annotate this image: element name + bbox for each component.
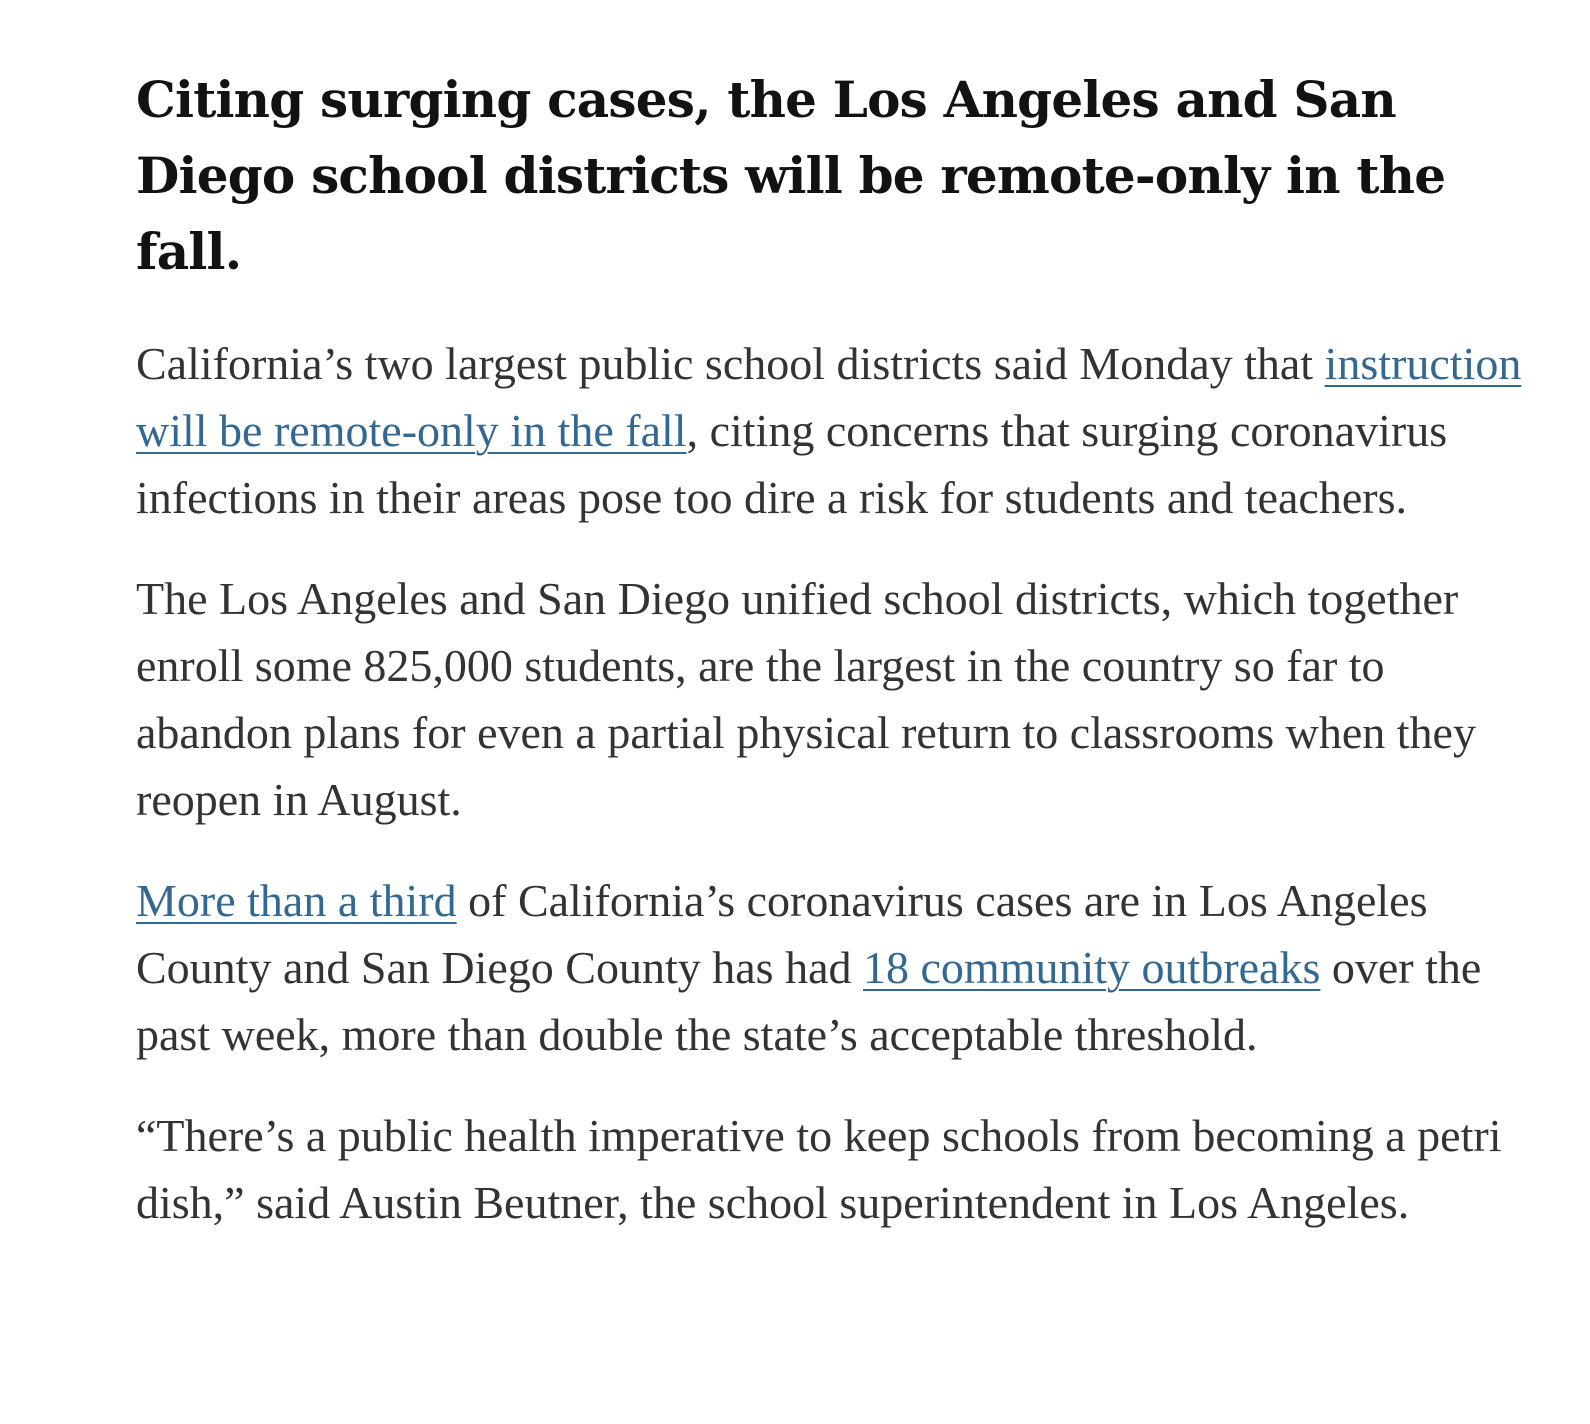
community-outbreaks-link[interactable]: 18 community outbreaks <box>863 942 1321 993</box>
paragraph-3-text-end: over the past week, more than double the state’s acceptable threshold. <box>136 942 1482 1060</box>
paragraph-2: The Los Angeles and San Diego unified school districts, which together enroll some 825,000 students, are the largest in the country so far to abandon plans for even a partial physical return to classrooms when they reopen in August. <box>136 573 1476 825</box>
more-than-a-third-link[interactable]: More than a third <box>136 875 457 926</box>
paragraph-1-text-start: California’s two largest public school districts said Monday that <box>136 338 1325 389</box>
paragraph-1-text-end: , citing concerns that surging coronavirus infections in their areas pose too dire a risk for students and teachers. <box>136 405 1448 523</box>
paragraph-1 <box>136 330 1526 531</box>
article-headline: Citing surging cases, the Los Angeles and San Diego school districts will be remote-only in the fall. <box>136 70 1446 281</box>
paragraph-3-text-middle: of California’s coronavirus cases are in Los Angeles County and San Diego County has had <box>136 875 1428 993</box>
remote-only-instruction-link[interactable]: instruction will be remote-only in the fall <box>136 338 1522 456</box>
article <box>136 62 1526 1270</box>
paragraph-3 <box>136 867 1526 1068</box>
paragraph-4-quote: “There’s a public health imperative to keep schools from becoming a petri dish,” said Austin Beutner, the school superintendent in Los Angeles. <box>136 1110 1502 1228</box>
